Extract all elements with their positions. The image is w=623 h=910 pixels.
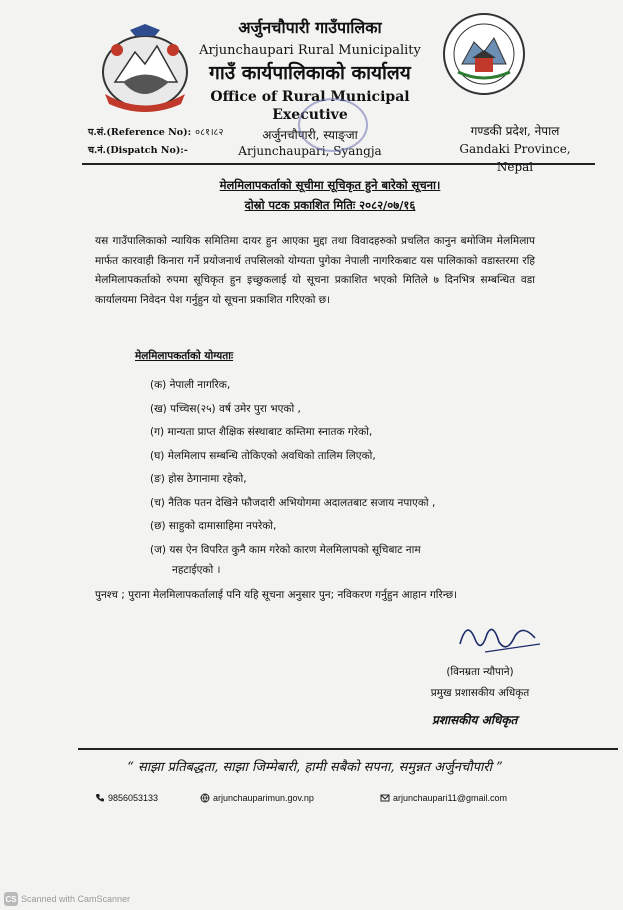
reference-block [88,124,223,160]
office-stamp [298,98,368,152]
scanner-watermark [4,892,130,906]
seal-text: प्रशासकीय अधिकृत [432,713,518,727]
signatory-name: (विनम्रता न्यौपाने) [446,666,514,678]
list-item: (च) नैतिक पतन देखिने फौजदारी अभियोगमा अदालतबाट सजाय नपाएको , [150,496,436,509]
municipality-name-np: अर्जुनचौपारी गाउँपालिका [238,18,382,37]
contact-website [200,793,314,803]
location-np: अर्जुनचौपारी, स्याङ्जा [262,128,358,142]
province-en: Gandaki Province, Nepal [459,142,571,174]
reference-label: प.सं.(Reference No): [88,127,192,138]
signature-mark [455,614,545,664]
dispatch-label: च.नं.(Dispatch No):- [88,145,188,156]
location-en: Arjunchaupari, Syangja [238,144,382,158]
footer-divider [78,748,618,750]
notice-title: मेलमिलापकर्ताको सूचीमा सूचिकृत हुने बारेको सूचना। [219,178,441,192]
list-item: (ख) पच्चिस(२५) वर्ष उमेर पुरा भएको , [150,402,301,415]
email-address: arjunchaupari11@gmail.com [393,793,508,803]
notice-title-block [130,175,530,215]
list-item: (ङ) होस ठेगानामा रहेको, [150,473,247,485]
phone-icon [95,793,105,803]
header-divider [82,163,595,165]
municipality-name-en: Arjunchaupari Rural Municipality [199,43,421,58]
notice-body: यस गाउँपालिकाको न्यायिक समितिमा दायर हुन आएका मुद्दा तथा विवादहरुको प्रचलित कानुन बमोजिम मेलमिलाप मार्फत कारवाही किनारा गर्ने प्रयोजनार्थ तपसिलको योग्यता पुगेका नेपाली नागरिकबाट यस पालिकाको वडास्तरमा रहि मेलमिलापकर्ताको रुपमा सूचिकृत हुन इच्छुकलाई यो सूचना प्रकाशित भएको मितिले ७ दिनभित्र सम्बन्धित वडा कार्यालयमा निवेदन पेश गर्नुहुन यो सूचना प्रकाशित गरिएको छ। [95,235,535,306]
qualifications-heading: मेलमिलापकर्ताको योग्यताः [135,350,234,362]
contact-email [380,793,507,803]
qualifications-list [150,374,540,583]
email-icon [380,793,390,803]
globe-icon [200,793,210,803]
signatory-title: प्रमुख प्रशासकीय अधिकृत [430,687,530,699]
notice-subtitle: दोस्रो पटक प्रकाशित मितिः २०८२/०७/१६ [244,198,416,212]
province-block [440,122,590,176]
list-item: (क) नेपाली नागरिक, [150,379,231,391]
list-item: (ज) यस ऐन विपरित कुनै काम गरेको कारण मेलमिलापको सूचिबाट नाम नहटाईएको । [150,543,421,576]
office-name-en: Office of Rural Municipal Executive [210,89,410,123]
postscript-note: पुनश्च ; पुराना मेलमिलापकर्तालाई पनि यहि सूचना अनुसार पुन; नविकरण गर्नुहुन आहान गरिन्छ। [95,589,458,601]
phone-number: 9856053133 [108,793,159,803]
camscanner-icon: CS [4,892,18,906]
reference-value: ०८१।८२ [195,127,224,138]
list-item: (घ) मेलमिलाप सम्बन्धि तोकिएको अवधिको तालिम लिएको, [150,449,376,462]
contact-phone [95,793,158,803]
municipality-logo-icon [442,12,526,96]
scanner-text: Scanned with CamScanner [21,894,131,904]
motto: “ साझा प्रतिबद्धता, साझा जिम्मेबारी, हामी सबैको सपना, समुन्नत अर्जुनचौपारी ” [127,760,503,775]
office-name-np: गाउँ कार्यपालिकाको कार्यालय [209,62,411,84]
province-np: गण्डकी प्रदेश, नेपाल [470,124,560,138]
list-item: (ग) मान्यता प्राप्त शैक्षिक संस्थाबाट कम्तिमा स्नातक गरेको, [150,426,373,438]
list-item: (छ) साहुको दामासाहिमा नपरेको, [150,520,277,532]
website-url: arjunchauparimun.gov.np [213,793,314,803]
